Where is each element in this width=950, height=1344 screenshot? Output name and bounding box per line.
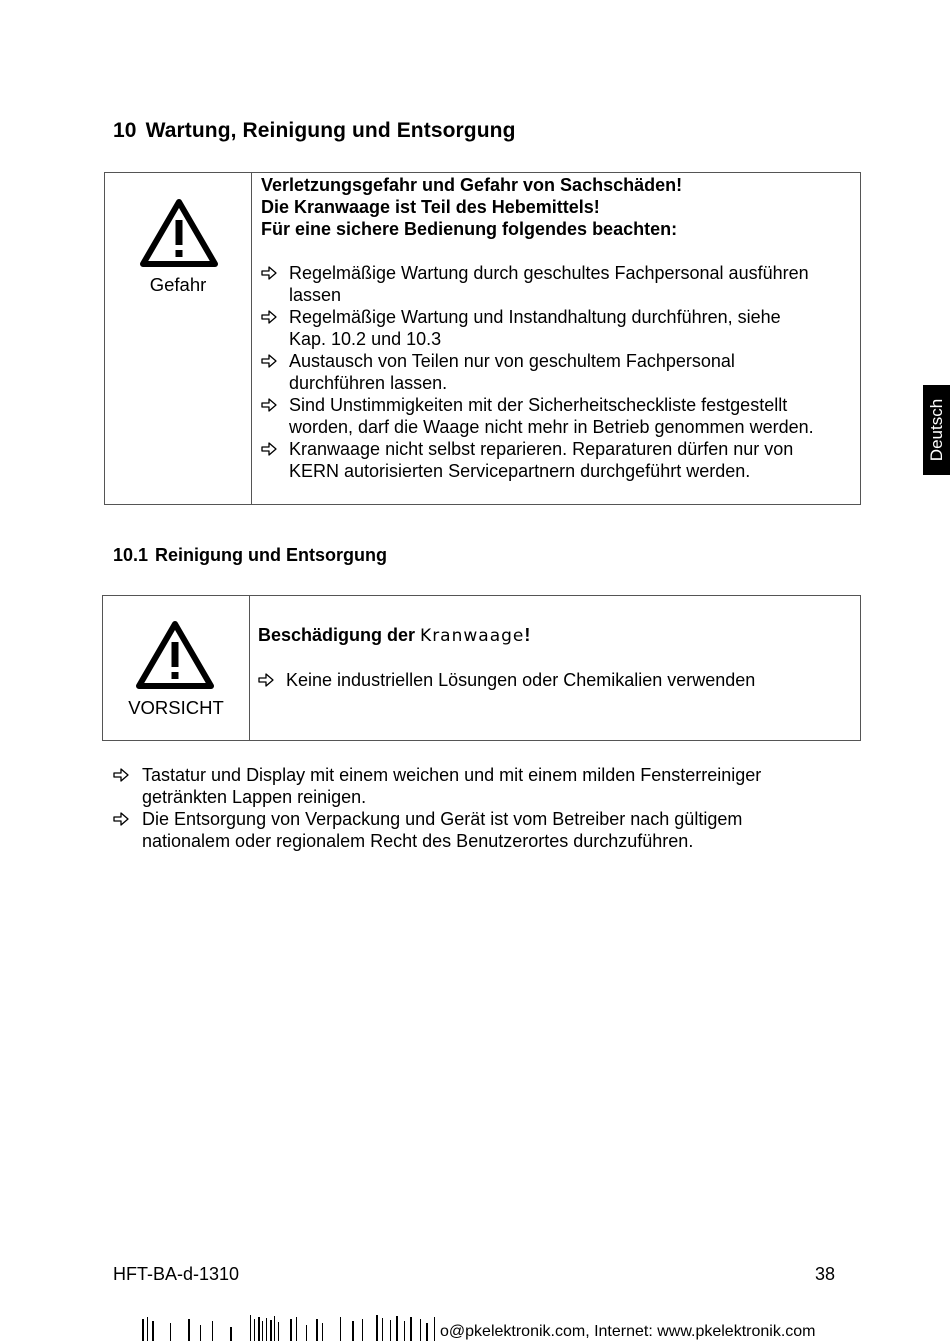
- hollow-arrow-right-icon: [113, 764, 129, 786]
- caution-heading: [258, 624, 530, 647]
- danger-box: [104, 172, 861, 505]
- danger-bullet-text: Austausch von Teilen nur von geschultem Fachpersonal: [289, 351, 735, 371]
- hollow-arrow-right-icon: [261, 394, 277, 416]
- warning-triangle-icon: [135, 620, 215, 690]
- hollow-arrow-right-icon: [261, 438, 277, 460]
- footer-doc-id: HFT-BA-d-1310: [113, 1264, 240, 1284]
- footer-page-number: 38: [815, 1264, 836, 1284]
- barcode-icon: [140, 1313, 440, 1341]
- subsection-heading: [113, 545, 387, 566]
- hollow-arrow-right-icon: [261, 306, 277, 328]
- subsection-title: Reinigung und Entsorgung: [155, 545, 388, 565]
- hollow-arrow-right-icon: [258, 669, 274, 691]
- danger-heading-line: Die Kranwaage ist Teil des Hebemittels!: [261, 197, 600, 217]
- danger-bullet-text: Sind Unstimmigkeiten mit der Sicherheitscheckliste festgestellt: [289, 395, 788, 415]
- danger-bullet-text: KERN autorisierten Servicepartnern durchgeführt werden.: [289, 461, 751, 481]
- danger-box-divider: [251, 173, 252, 504]
- caution-signal-word: VORSICHT: [128, 697, 224, 718]
- caution-box-divider: [249, 596, 250, 740]
- body-bullet-text: getränkten Lappen reinigen.: [142, 787, 367, 807]
- danger-bullet: [261, 306, 856, 350]
- body-bullet-text: nationalem oder regionalem Recht des Benutzerortes durchzuführen.: [142, 831, 694, 851]
- footer-contact: [140, 1313, 816, 1341]
- danger-signal-word: Gefahr: [149, 274, 207, 295]
- language-side-tab-label: Deutsch: [926, 398, 946, 462]
- hollow-arrow-right-icon: [261, 262, 277, 284]
- subsection-number: 10.1: [113, 545, 149, 565]
- danger-bullet: [261, 438, 856, 482]
- caution-heading-word: Kranwaage: [420, 626, 525, 646]
- danger-bullet-text: lassen: [289, 285, 342, 305]
- danger-bullet-text: Regelmäßige Wartung und Instandhaltung durchführen, siehe: [289, 307, 781, 327]
- danger-bullet-text: Kap. 10.2 und 10.3: [289, 329, 442, 349]
- danger-bullet: [261, 394, 856, 438]
- danger-heading: [261, 174, 682, 240]
- caution-heading-prefix: Beschädigung der: [258, 625, 416, 645]
- section-number: 10: [113, 119, 137, 142]
- language-side-tab: [923, 385, 950, 475]
- danger-bullet: [261, 350, 856, 394]
- hollow-arrow-right-icon: [261, 350, 277, 372]
- danger-heading-line: Verletzungsgefahr und Gefahr von Sachschäden!: [261, 175, 683, 195]
- caution-box: [102, 595, 861, 741]
- body-bullet: [113, 808, 833, 852]
- danger-bullet-text: Kranwaage nicht selbst reparieren. Reparaturen dürfen nur von: [289, 439, 794, 459]
- body-bullet-text: Die Entsorgung von Verpackung und Gerät ist vom Betreiber nach gültigem: [142, 809, 743, 829]
- body-bullet: [113, 764, 833, 808]
- danger-bullet-text: durchführen lassen.: [289, 373, 448, 393]
- danger-heading-line: Für eine sichere Bedienung folgendes beachten:: [261, 219, 678, 239]
- body-bullet-text: Tastatur und Display mit einem weichen und mit einem milden Fensterreiniger: [142, 765, 762, 785]
- footer-contact-text: o@pkelektronik.com, Internet: www.pkelektronik.com: [440, 1323, 816, 1340]
- hollow-arrow-right-icon: [113, 808, 129, 830]
- section-heading: [113, 119, 516, 143]
- danger-bullet: [261, 262, 856, 306]
- warning-triangle-icon: [139, 198, 219, 268]
- danger-bullet-text: Regelmäßige Wartung durch geschultes Fachpersonal ausführen: [289, 263, 809, 283]
- section-title: Wartung, Reinigung und Entsorgung: [145, 119, 516, 142]
- caution-bullet: [258, 669, 853, 691]
- danger-bullet-text: worden, darf die Waage nicht mehr in Betrieb genommen werden.: [289, 417, 814, 437]
- caution-bullet-text: Keine industriellen Lösungen oder Chemikalien verwenden: [286, 670, 756, 690]
- caution-heading-suffix: !: [524, 625, 531, 645]
